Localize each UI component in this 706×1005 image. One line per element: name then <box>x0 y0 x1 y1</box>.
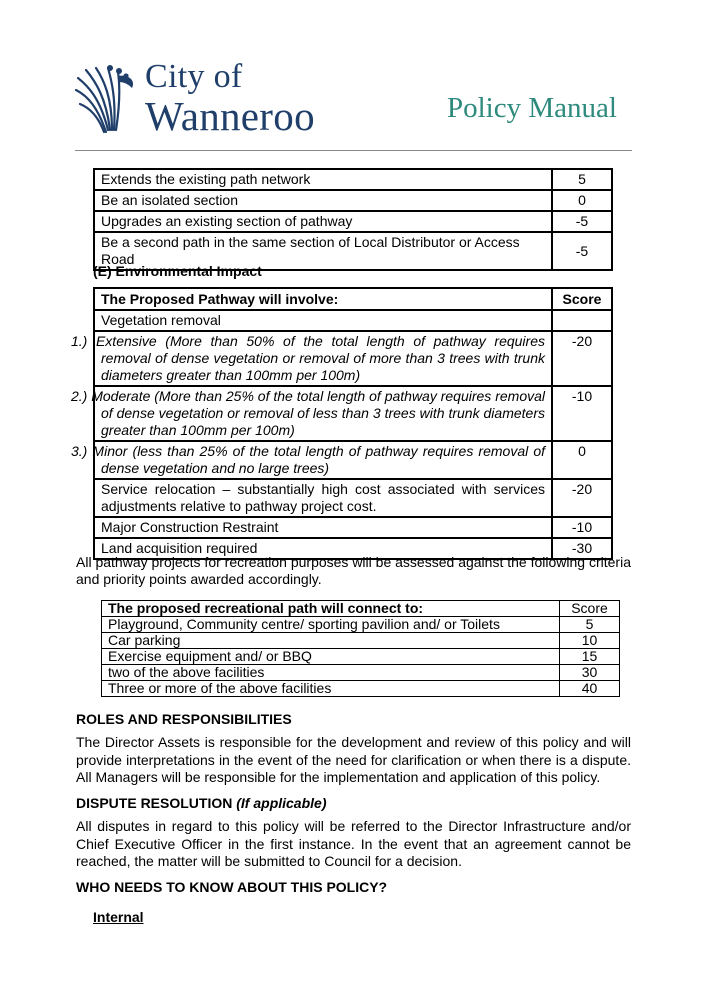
criteria-cell: Major Construction Restraint <box>94 517 552 538</box>
score-header: Score <box>560 601 620 617</box>
environmental-impact-table <box>71 287 613 560</box>
column-header: The proposed recreational path will connect to: <box>102 601 560 617</box>
score-cell: 0 <box>552 441 612 479</box>
score-cell: -20 <box>552 331 612 386</box>
criteria-cell: Be an isolated section <box>94 190 552 211</box>
table-row <box>94 517 612 538</box>
dispute-paragraph: All disputes in regard to this policy will be referred to the Director Infrastructure and/or Chief Executive Officer in the first instance. In the event that an agreement cannot be reached, the matter will be submitted to Council for a decision. <box>76 818 631 869</box>
criteria-cell: Three or more of the above facilities <box>102 681 560 697</box>
criteria-cell: Exercise equipment and/ or BBQ <box>102 649 560 665</box>
page-header <box>0 0 706 152</box>
who-needs-to-know-heading: WHO NEEDS TO KNOW ABOUT THIS POLICY? <box>76 879 388 895</box>
score-cell: -10 <box>552 517 612 538</box>
logo-line-city: City of <box>145 58 243 95</box>
score-cell: 5 <box>560 617 620 633</box>
score-cell: 15 <box>560 649 620 665</box>
score-cell: 40 <box>560 681 620 697</box>
recreation-intro-paragraph: All pathway projects for recreation purposes will be assessed against the following criteria and priority points awarded accordingly. <box>76 554 631 587</box>
table-row <box>102 649 620 665</box>
table-header-row <box>94 288 612 310</box>
score-header: Score <box>552 288 612 310</box>
environmental-impact-heading: (E) Environmental Impact <box>93 263 262 279</box>
criteria-cell: Vegetation removal <box>94 310 552 331</box>
criteria-cell: two of the above facilities <box>102 665 560 681</box>
criteria-cell: Car parking <box>102 633 560 649</box>
criteria-cell: 1.) Extensive (More than 50% of the total length of pathway requires removal of dense vegetation or removal of more than 3 trees with trunk diameters greater than 100mm per 100m) <box>94 331 552 386</box>
score-cell: -30 <box>552 538 612 559</box>
table-header-row <box>102 601 620 617</box>
score-cell: 5 <box>552 169 612 190</box>
path-network-score-table <box>93 168 613 271</box>
criteria-cell: Upgrades an existing section of pathway <box>94 211 552 232</box>
table-row <box>94 310 612 331</box>
criteria-cell: Playground, Community centre/ sporting pavilion and/ or Toilets <box>102 617 560 633</box>
score-cell: -5 <box>552 232 612 270</box>
score-cell: 10 <box>560 633 620 649</box>
internal-subheading: Internal <box>93 909 144 925</box>
dispute-heading-text: DISPUTE RESOLUTION <box>76 795 233 811</box>
score-cell: -5 <box>552 211 612 232</box>
roles-heading: ROLES AND RESPONSIBILITIES <box>76 711 292 727</box>
table-row <box>94 441 612 479</box>
table-row <box>94 169 612 190</box>
table-row <box>102 617 620 633</box>
score-cell <box>552 310 612 331</box>
table-row <box>94 190 612 211</box>
score-cell: 0 <box>552 190 612 211</box>
header-divider <box>75 150 632 151</box>
dispute-heading <box>76 795 326 811</box>
city-of-wanneroo-logo-icon <box>74 64 138 134</box>
table-row <box>94 479 612 517</box>
score-cell: -20 <box>552 479 612 517</box>
table-row <box>102 665 620 681</box>
policy-manual-title: Policy Manual <box>447 92 617 124</box>
criteria-cell: Be a second path in the same section of Local Distributor or Access Road <box>94 232 552 270</box>
criteria-cell: Land acquisition required <box>94 538 552 559</box>
score-cell: -10 <box>552 386 612 441</box>
criteria-cell: 3.) Minor (less than 25% of the total length of pathway requires removal of dense vegetation and no large trees) <box>94 441 552 479</box>
table-row <box>94 211 612 232</box>
score-cell: 30 <box>560 665 620 681</box>
criteria-cell: 2.) Moderate (More than 25% of the total length of pathway requires removal of dense vegetation or removal of less than 3 trees with trunk diameters greater than 100mm per 100m) <box>94 386 552 441</box>
table-row <box>102 681 620 697</box>
recreational-path-table <box>101 600 620 697</box>
roles-paragraph: The Director Assets is responsible for the development and review of this policy and will provide interpretations in the event of the need for clarification or when there is a dispute. All Managers will be responsible for the implementation and application of this policy. <box>76 734 631 785</box>
column-header: The Proposed Pathway will involve: <box>94 288 552 310</box>
table-row <box>94 386 612 441</box>
table-row <box>94 331 612 386</box>
criteria-cell: Service relocation – substantially high cost associated with services adjustments relative to pathway project cost. <box>94 479 552 517</box>
criteria-cell: Extends the existing path network <box>94 169 552 190</box>
logo-line-wanneroo: Wanneroo <box>145 93 315 139</box>
table-row <box>102 633 620 649</box>
dispute-heading-suffix: (If applicable) <box>236 795 327 811</box>
